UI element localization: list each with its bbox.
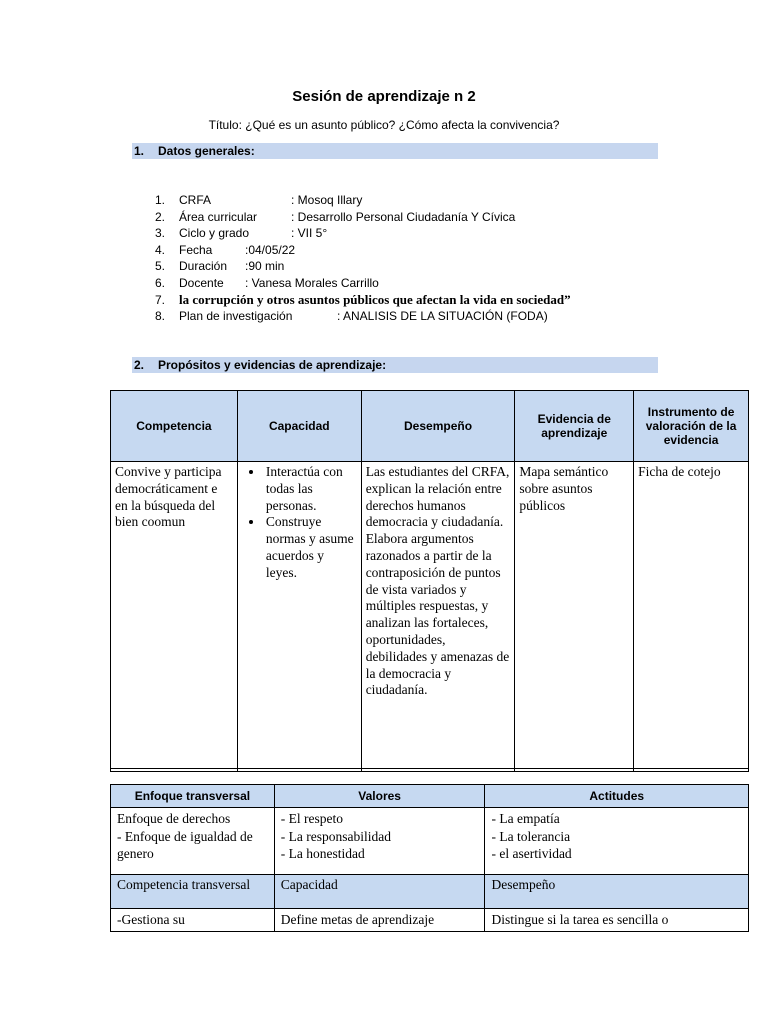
item-text: la corrupción y otros asuntos públicos que afectan la vida en sociedad”: [179, 291, 571, 307]
session-subtitle: Título: ¿Qué es un asunto público? ¿Cómo afecta la convivencia?: [208, 118, 560, 132]
table-cell: Define metas de aprendizaje: [274, 909, 485, 932]
item-value: : VII 5°: [291, 226, 328, 241]
item-number: 1.: [155, 193, 166, 207]
item-number: 8.: [155, 309, 166, 324]
list-item: - La responsabilidad: [280, 828, 391, 844]
list-item: - Enfoque de igualdad de genero: [117, 828, 253, 861]
item-value: : Vanesa Morales Carrillo: [245, 275, 379, 290]
table-header-row: [111, 785, 749, 808]
transversal-table: [110, 784, 749, 932]
section-heading-propositos: [132, 357, 658, 373]
item-label: Duración: [179, 259, 228, 274]
column-header: Instrumento de valoración de la evidencia: [634, 391, 749, 462]
list-item: • Interactúa con todas las personas.: [264, 464, 357, 514]
purposes-table: [110, 390, 749, 772]
column-header: Valores: [274, 785, 485, 808]
actitudes-cell: [485, 808, 749, 875]
table-subheader-row: [111, 875, 749, 909]
column-header: Capacidad: [274, 875, 485, 909]
desempeno-cell: Las estudiantes del CRFA, explican la relación entre derechos humanos democracia y ciudadanía. Elabora argumentos razonados a partir de la contraposición de puntos de vista variados y múltiples respuestas, y analizan las fortaleces, oportunidades, debilidades y amenazas de la democracia y ciudadanía.: [361, 462, 515, 769]
list-item: - La honestidad: [280, 846, 365, 861]
list-item-crfa: [155, 192, 715, 209]
capacidad-cell: [237, 462, 361, 769]
item-number: 2.: [155, 209, 166, 224]
column-header: Evidencia de aprendizaje: [515, 391, 634, 462]
item-label: CRFA: [179, 193, 212, 207]
item-number: 5.: [155, 259, 166, 274]
section-number: 2.: [134, 358, 145, 372]
column-header: Competencia: [111, 391, 238, 462]
section-title: Propósitos y evidencias de aprendizaje:: [158, 358, 387, 372]
table-row: [111, 808, 749, 875]
list-item-ciclo: [155, 225, 715, 242]
list-item: - La tolerancia: [491, 828, 571, 844]
instrumento-cell: Ficha de cotejo: [634, 462, 749, 769]
list-item-area: [155, 209, 715, 226]
list-item-plan: [155, 308, 715, 325]
column-header: Competencia transversal: [111, 875, 275, 909]
item-number: 3.: [155, 226, 166, 241]
item-number: 6.: [155, 275, 166, 290]
section-number: 1.: [134, 144, 145, 158]
item-value: : Desarrollo Personal Ciudadanía Y Cívica: [291, 209, 516, 224]
column-header: Capacidad: [237, 391, 361, 462]
column-header: Enfoque transversal: [111, 785, 275, 808]
evidencia-cell: Mapa semántico sobre asuntos públicos: [515, 462, 634, 769]
table-row: [111, 909, 749, 932]
list-item: • Construye normas y asume acuerdos y leyes.: [264, 514, 357, 581]
list-item-duracion: [155, 258, 715, 275]
item-label: Fecha: [179, 242, 213, 257]
item-label: Plan de investigación: [179, 309, 293, 324]
table-spacer-row: [111, 769, 749, 772]
table-header-row: [111, 391, 749, 462]
item-number: 4.: [155, 242, 166, 257]
item-label: Área curricular: [179, 209, 258, 224]
page-title: Sesión de aprendizaje n 2: [292, 88, 476, 105]
item-value: : Mosoq Illary: [291, 193, 363, 207]
list-item: - La empatía: [491, 811, 560, 826]
table-cell: Distingue si la tarea es sencilla o: [485, 909, 749, 932]
item-value: : ANALISIS DE LA SITUACIÓN (FODA): [337, 309, 548, 324]
table-row: [111, 462, 749, 769]
list-item-tema: [155, 292, 715, 309]
list-item: - el asertividad: [491, 846, 572, 861]
column-header: Desempeño: [485, 875, 749, 909]
item-label: Ciclo y grado: [179, 226, 250, 241]
column-header: Desempeño: [361, 391, 515, 462]
list-item: Enfoque de derechos: [117, 811, 231, 826]
competencia-cell: Convive y participa democráticament e en la búsqueda del bien coomun: [111, 462, 238, 769]
list-item-fecha: [155, 242, 715, 259]
list-item-docente: [155, 275, 715, 292]
general-data-list: [155, 192, 715, 325]
section-title: Datos generales:: [158, 144, 255, 158]
item-label: Docente: [179, 275, 224, 290]
item-number: 7.: [155, 292, 166, 307]
column-header: Actitudes: [485, 785, 749, 808]
list-item: - El respeto: [280, 811, 344, 826]
item-value: :90 min: [245, 259, 285, 274]
valores-cell: [274, 808, 485, 875]
enfoque-cell: [111, 808, 275, 875]
section-heading-datos-generales: [132, 143, 658, 159]
table-cell: -Gestiona su: [111, 909, 275, 932]
item-value: :04/05/22: [245, 242, 296, 257]
